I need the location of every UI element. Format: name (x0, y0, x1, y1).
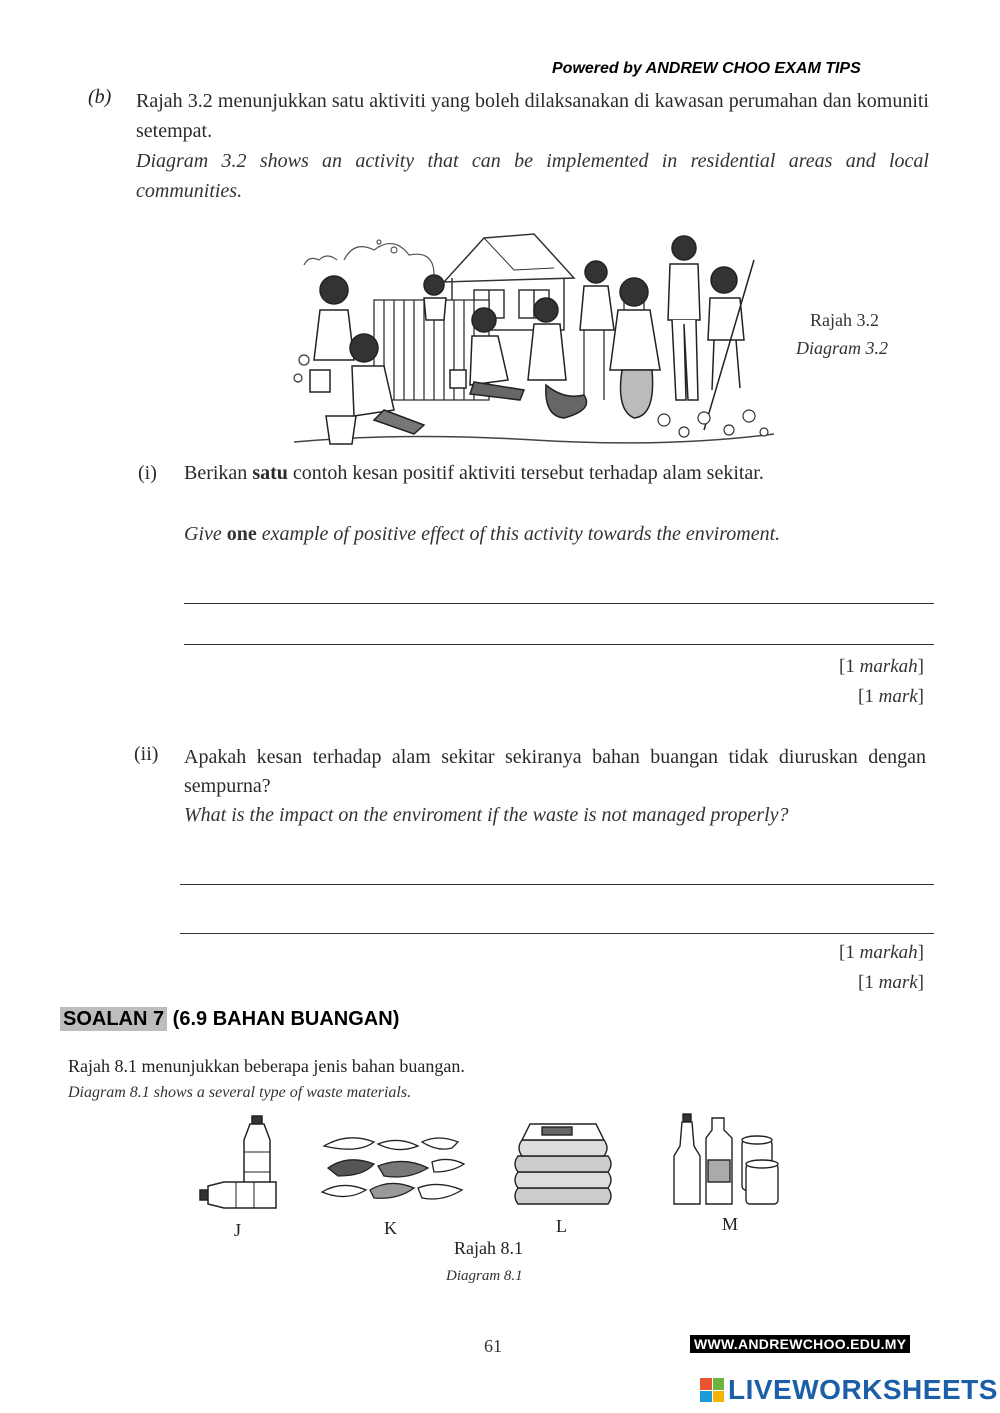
q2-answer-line-2[interactable] (180, 933, 934, 934)
food-waste-image (318, 1132, 468, 1204)
plastic-bottles-image (196, 1112, 286, 1212)
diagram-3-2-caption-english: Diagram 3.2 (796, 338, 889, 358)
item-label-k: K (384, 1218, 397, 1238)
item-label-m: M (722, 1214, 739, 1234)
item-label-j: J (234, 1220, 242, 1240)
q1-number: (i) (138, 462, 157, 484)
q2-number: (ii) (134, 743, 159, 765)
part-b-label: (b) (88, 86, 112, 108)
glass-bottles-and-cans-image (672, 1110, 784, 1210)
diagram-8-1-caption-malay: Rajah 8.1 (454, 1238, 523, 1258)
soalan-7-malay-intro: Rajah 8.1 menunjukkan beberapa jenis bahan buangan. (68, 1056, 465, 1076)
liveworksheets-text: LIVEWORKSHEETS (728, 1374, 998, 1405)
liveworksheets-brand (700, 1374, 998, 1406)
powered-by-header: Powered by ANDREW CHOO EXAM TIPS (552, 60, 861, 77)
q1-mark-malay: [1 markah] (839, 656, 924, 677)
page-number: 61 (484, 1336, 502, 1356)
website-link[interactable]: WWW.ANDREWCHOO.EDU.MY (690, 1335, 910, 1353)
diagram-8-1-caption-english: Diagram 8.1 (446, 1268, 523, 1284)
diagram-3-2-illustration (284, 220, 780, 456)
soalan-7-topic: (6.9 BAHAN BUANGAN) (167, 1008, 400, 1030)
q2-answer-line-1[interactable] (180, 884, 934, 885)
q1-answer-line-1[interactable] (184, 603, 934, 604)
q2-malay: Apakah kesan terhadap alam sekitar sekiranya bahan buangan tidak diuruskan dengan sempurna? (184, 746, 926, 797)
q2-mark-english: [1 mark] (858, 972, 924, 993)
q1-mark-english: [1 mark] (858, 686, 924, 707)
soalan-7-label: SOALAN 7 (60, 1007, 167, 1031)
q1-english: Give one example of positive effect of this activity towards the enviroment. (184, 523, 781, 545)
q1-malay: Berikan satu contoh kesan positif aktiviti tersebut terhadap alam sekitar. (184, 462, 764, 484)
item-label-l: L (556, 1216, 567, 1236)
newspapers-image (512, 1118, 616, 1208)
part-b-malay-intro: Rajah 3.2 menunjukkan satu aktiviti yang boleh dilaksanakan di kawasan perumahan dan komuniti setempat. (136, 90, 929, 142)
liveworksheets-logo-icon (700, 1378, 724, 1402)
q2-english: What is the impact on the enviroment if the waste is not managed properly? (184, 804, 789, 826)
diagram-3-2-caption-malay: Rajah 3.2 (810, 310, 879, 330)
soalan-7-heading (60, 1008, 399, 1031)
q1-answer-line-2[interactable] (184, 644, 934, 645)
q2-mark-malay: [1 markah] (839, 942, 924, 963)
soalan-7-english-intro: Diagram 8.1 shows a several type of waste materials. (68, 1084, 412, 1101)
part-b-english-intro: Diagram 3.2 shows an activity that can be implemented in residential areas and local communities. (136, 150, 929, 202)
